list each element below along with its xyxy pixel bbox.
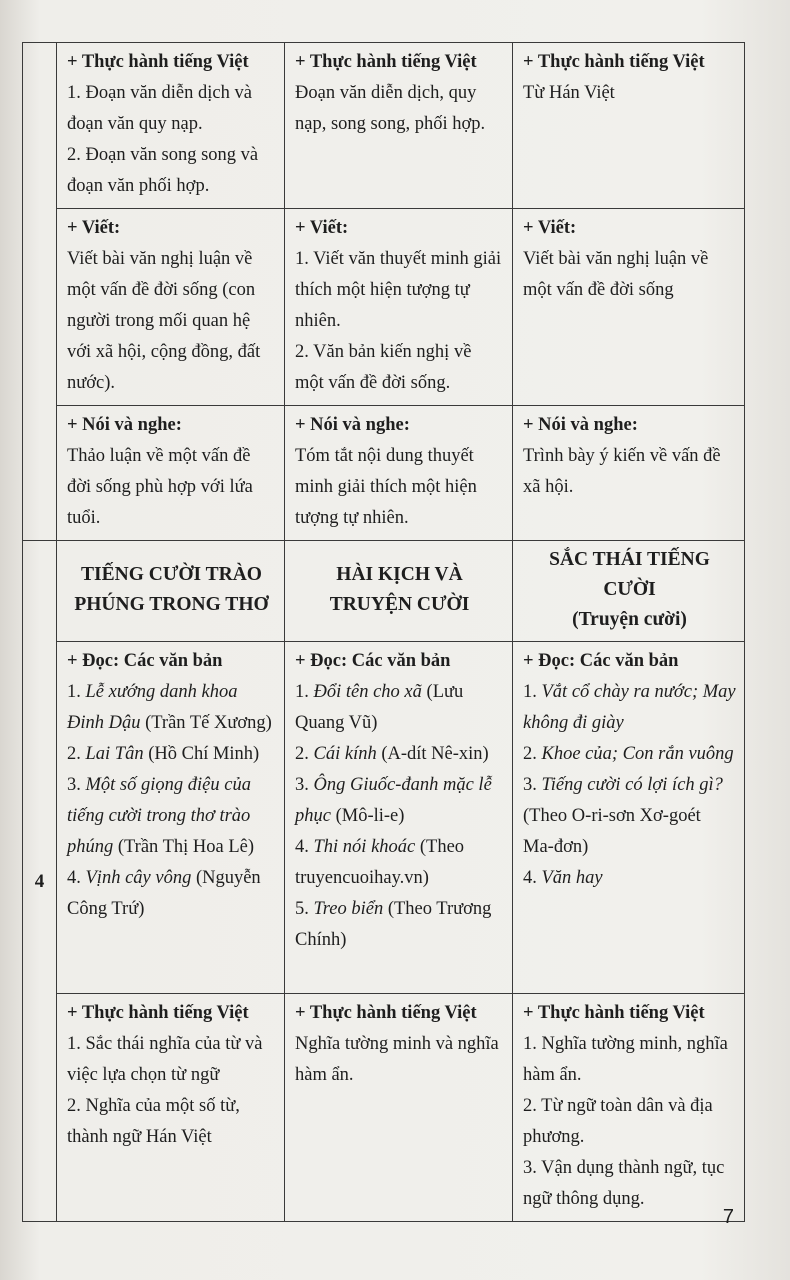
work-title: Vịnh cây vông [85,868,192,888]
cell-text: Từ Hán Việt [523,83,615,103]
cell-practice-a1 [57,43,285,209]
cell-text: Tóm tắt nội dung thuyết minh giải thích một hiện tượng tự nhiên. [295,446,477,528]
cell-text: 1. Viết văn thuyết minh giải thích một hiện tượng tự nhiên. [295,249,502,331]
author: (Trần Thị Hoa Lê) [113,837,255,857]
table-row [23,43,745,209]
reading-item: 4. Thi nói khoác (Theo truyencuoihay.vn) [295,837,465,888]
author: (Lưu Quang Vũ) [295,682,464,733]
cell-heading: + Thực hành tiếng Việt [67,52,249,72]
lesson-number-cell [23,541,57,1222]
cell-writing-a1 [57,209,285,406]
cell-writing-a3 [513,209,745,406]
author: (Nguyễn Công Trứ) [67,868,261,919]
author: (Trần Tế Xương) [140,713,272,733]
cell-text: 1. Sắc thái nghĩa của từ và việc lựa chọn từ ngữ [67,1034,263,1085]
cell-heading: + Nói và nghe: [67,415,182,435]
table-row [23,406,745,541]
table-row [23,642,745,994]
work-title: Một số giọng điệu của tiếng cười trong thơ trào phúng [67,775,251,857]
theme-title: SẮC THÁI TIẾNG CƯỜI [549,549,710,600]
reading-item: 2. Cái kính (A-dít Nê-xin) [295,744,489,764]
reading-item: 4. Vịnh cây vông (Nguyễn Công Trứ) [67,868,261,919]
reading-item: 2. Khoe của; Con rắn vuông [523,744,734,764]
cell-heading: + Viết: [523,218,577,238]
reading-item: 3. Ông Giuốc-đanh mặc lễ phục (Mô-li-e) [295,775,492,826]
cell-text: 2. Đoạn văn song song và đoạn văn phối hợp. [67,145,259,196]
cell-text: 1. Nghĩa tường minh, nghĩa hàm ẩn. [523,1034,728,1085]
page-number: 7 [722,1206,734,1228]
cell-text: 2. Nghĩa của một số từ, thành ngữ Hán Việt [67,1096,240,1147]
cell-text: Viết bài văn nghị luận về một vấn đề đời sống [523,249,709,300]
cell-heading: + Viết: [67,218,121,238]
cell-speaking-a2 [285,406,513,541]
author: (Mô-li-e) [330,806,405,826]
reading-item: 1. Đổi tên cho xã (Lưu Quang Vũ) [295,682,464,733]
cell-heading: + Thực hành tiếng Việt [523,52,705,72]
lesson-number-cell [23,43,57,541]
work-title: Vắt cổ chày ra nước; May không đi giày [523,682,736,733]
cell-speaking-a3 [513,406,745,541]
cell-reading-b1 [57,642,285,994]
table-row [23,209,745,406]
cell-text: Trình bày ý kiến về vấn đề xã hội. [523,446,721,497]
cell-practice-b1 [57,994,285,1222]
author: (Hồ Chí Minh) [143,744,260,764]
work-title: Đổi tên cho xã [313,682,422,702]
reading-item: 2. Lai Tân (Hồ Chí Minh) [67,744,260,764]
author: (A-dít Nê-xin) [376,744,489,764]
table-row [23,994,745,1222]
lesson-number: 4 [34,870,45,892]
work-title: Thi nói khoác [313,837,416,857]
cell-practice-a3 [513,43,745,209]
cell-practice-b2 [285,994,513,1222]
theme-cell-3 [513,541,745,642]
cell-heading: + Thực hành tiếng Việt [523,1003,705,1023]
cell-heading: + Nói và nghe: [523,415,638,435]
theme-cell-2 [285,541,513,642]
cell-text: 3. Vận dụng thành ngữ, tục ngữ thông dụng. [523,1158,725,1209]
cell-heading: + Viết: [295,218,349,238]
cell-text: Thảo luận về một vấn đề đời sống phù hợp với lứa tuổi. [67,446,253,528]
cell-heading: + Đọc: Các văn bản [523,651,679,671]
reading-item: 3. Tiếng cười có lợi ích gì? (Theo O-ri-sơn Xơ-goét Ma-đơn) [523,775,723,857]
reading-item: 1. Vắt cổ chày ra nước; May không đi giày [523,682,736,733]
cell-practice-b3 [513,994,745,1222]
cell-reading-b3 [513,642,745,994]
author: (Theo Trương Chính) [295,899,492,950]
cell-text: 1. Đoạn văn diễn dịch và đoạn văn quy nạp. [67,83,252,134]
theme-title: TIẾNG CƯỜI TRÀO PHÚNG TRONG THƠ [74,564,269,615]
cell-heading: + Nói và nghe: [295,415,410,435]
author: (Theo O-ri-sơn Xơ-goét Ma-đơn) [523,806,701,857]
theme-title: HÀI KỊCH VÀ TRUYỆN CƯỜI [329,564,470,615]
theme-subtitle: (Truyện cười) [572,609,687,630]
work-title: Cái kính [313,744,377,764]
cell-text: Đoạn văn diễn dịch, quy nạp, song song, phối hợp. [295,83,486,134]
cell-text: Viết bài văn nghị luận về một vấn đề đời sống (con người trong mối quan hệ với xã hội, cộng đồng, đất nước). [67,249,261,393]
cell-text: 2. Từ ngữ toàn dân và địa phương. [523,1096,713,1147]
cell-heading: + Thực hành tiếng Việt [295,1003,477,1023]
author: (Theo truyencuoihay.vn) [295,837,465,888]
reading-item: 4. Văn hay [523,868,603,888]
work-title: Lễ xướng danh khoa Đinh Dậu [67,682,238,733]
cell-practice-a2 [285,43,513,209]
work-title: Ông Giuốc-đanh mặc lễ phục [295,775,492,826]
cell-text: 2. Văn bản kiến nghị về một vấn đề đời sống. [295,342,472,393]
cell-heading: + Đọc: Các văn bản [295,651,451,671]
reading-item: 5. Treo biển (Theo Trương Chính) [295,899,492,950]
work-title: Lai Tân [85,744,144,764]
cell-speaking-a1 [57,406,285,541]
table-row [23,541,745,642]
curriculum-table [22,42,745,1222]
work-title: Khoe của; Con rắn vuông [541,744,734,764]
work-title: Tiếng cười có lợi ích gì? [541,775,723,795]
reading-item: 1. Lễ xướng danh khoa Đinh Dậu (Trần Tế Xương) [67,682,272,733]
reading-item: 3. Một số giọng điệu của tiếng cười trong thơ trào phúng (Trần Thị Hoa Lê) [67,775,255,857]
cell-heading: + Thực hành tiếng Việt [295,52,477,72]
cell-text: Nghĩa tường minh và nghĩa hàm ẩn. [295,1034,499,1085]
cell-reading-b2 [285,642,513,994]
cell-heading: + Đọc: Các văn bản [67,651,223,671]
cell-heading: + Thực hành tiếng Việt [67,1003,249,1023]
work-title: Treo biển [313,899,384,919]
theme-cell-1 [57,541,285,642]
cell-writing-a2 [285,209,513,406]
work-title: Văn hay [541,868,603,888]
